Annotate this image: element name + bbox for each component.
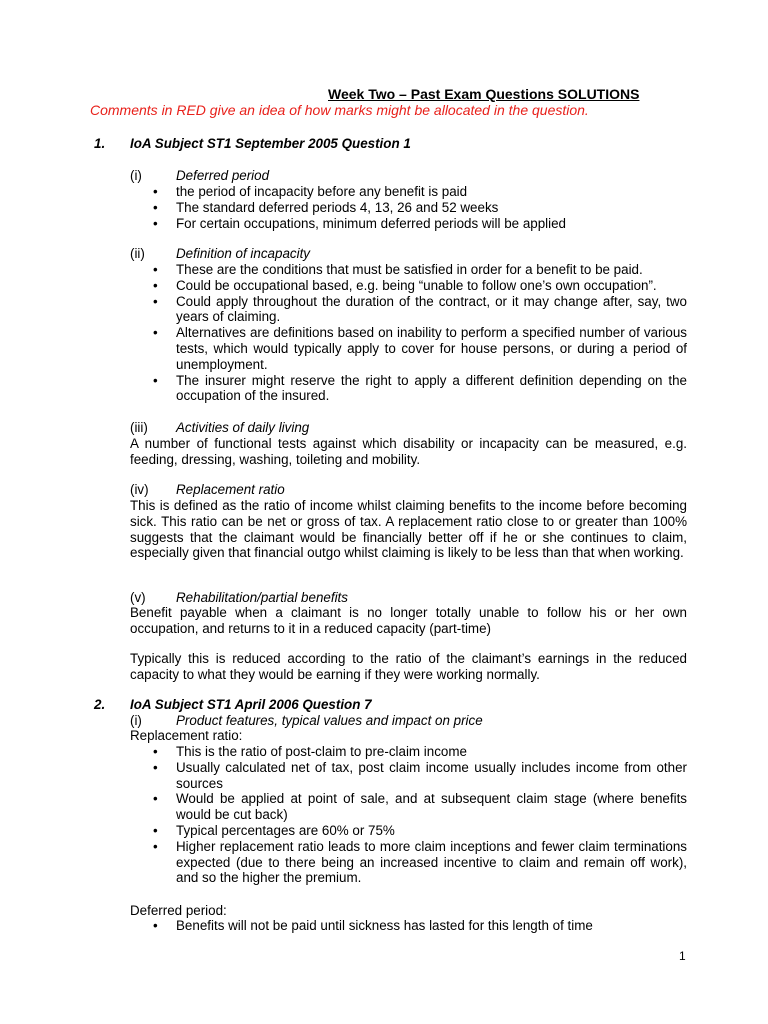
list-item: • Would be applied at point of sale, and at subsequent claim stage (where benefits would be cut back) — [130, 791, 687, 823]
list-item: • The standard deferred periods 4, 13, 26 and 52 weeks — [130, 200, 687, 216]
page-number: 1 — [679, 949, 686, 963]
question-2-number: 2. — [94, 697, 106, 712]
list-item: • the period of incapacity before any benefit is paid — [130, 184, 687, 200]
q1-part-v-number: (v) — [130, 590, 146, 605]
list-item: • Usually calculated net of tax, post claim income usually includes income from other sources — [130, 760, 687, 792]
list-item: • This is the ratio of post-claim to pre-claim income — [130, 744, 687, 760]
q1-part-iii-title: Activities of daily living — [176, 420, 310, 435]
red-comment-note: Comments in RED give an idea of how marks might be allocated in the question. — [90, 102, 589, 118]
question-2-heading — [94, 697, 372, 713]
question-1-title: IoA Subject ST1 September 2005 Question 1 — [130, 136, 411, 151]
q1-part-iv-heading — [130, 482, 285, 498]
q1-part-v-text-2: Typically this is reduced according to the ratio of the claimant’s earnings in the reduced capacity to what they would be earning if they were working normally. — [130, 651, 687, 682]
replacement-ratio-bullets — [130, 744, 687, 886]
q1-part-ii-bullets — [130, 262, 687, 404]
q1-part-iv-number: (iv) — [130, 482, 149, 497]
q2-part-i-heading — [130, 713, 483, 729]
document-title: Week Two – Past Exam Questions SOLUTIONS — [328, 86, 640, 102]
q1-part-i-number: (i) — [130, 168, 142, 183]
list-item: • Typical percentages are 60% or 75% — [130, 823, 687, 839]
q1-part-v-text-1: Benefit payable when a claimant is no longer totally unable to follow his or her own occupation, and returns to it in a reduced capacity (part-time) — [130, 605, 687, 636]
question-1-heading — [94, 136, 411, 152]
q1-part-iii-number: (iii) — [130, 420, 148, 435]
q1-part-iii-heading — [130, 420, 309, 436]
list-item: • Alternatives are definitions based on inability to perform a specified number of various tests, which would typically apply to cover for house persons, or during a period of unemployment. — [130, 325, 687, 372]
list-item: • For certain occupations, minimum deferred periods will be applied — [130, 216, 687, 232]
replacement-ratio-label: Replacement ratio: — [130, 728, 243, 743]
q1-part-i-title: Deferred period — [176, 168, 270, 183]
q2-part-i-number: (i) — [130, 713, 142, 728]
q1-part-i-bullets — [130, 184, 687, 231]
q1-part-v-title: Rehabilitation/partial benefits — [176, 590, 348, 605]
q1-part-iv-title: Replacement ratio — [176, 482, 285, 497]
q1-part-ii-heading — [130, 246, 310, 262]
list-item: • The insurer might reserve the right to apply a different definition depending on the occupation of the insured. — [130, 373, 687, 405]
q2-part-i-title: Product features, typical values and impact on price — [176, 713, 483, 728]
q1-part-iv-text: This is defined as the ratio of income whilst claiming benefits to the income before becoming sick. This ratio can be net or gross of tax. A replacement ratio close to or greater than 100% suggests that the claimant would be financially better off if he or she continues to claim, especially given that financial outgo whilst claiming is likely to be less than that when working. — [130, 498, 687, 561]
question-2-title: IoA Subject ST1 April 2006 Question 7 — [130, 697, 372, 712]
q1-part-v-heading — [130, 590, 348, 606]
q1-part-ii-number: (ii) — [130, 246, 145, 261]
deferred-period-label: Deferred period: — [130, 903, 227, 918]
list-item: • Could apply throughout the duration of the contract, or it may change after, say, two years of claiming. — [130, 294, 687, 326]
list-item: • These are the conditions that must be satisfied in order for a benefit to be paid. — [130, 262, 687, 278]
q1-part-i-heading — [130, 168, 269, 184]
deferred-period-bullets — [130, 918, 687, 934]
q1-part-ii-title: Definition of incapacity — [176, 246, 310, 261]
list-item: • Benefits will not be paid until sickness has lasted for this length of time — [130, 918, 687, 934]
list-item: • Higher replacement ratio leads to more claim inceptions and fewer claim terminations expected (due to there being an increased incentive to claim and remain off work), and so the higher the premium. — [130, 839, 687, 886]
list-item: • Could be occupational based, e.g. being “unable to follow one’s own occupation”. — [130, 278, 687, 294]
q1-part-iii-text: A number of functional tests against which disability or incapacity can be measured, e.g. feeding, dressing, washing, toileting and mobility. — [130, 436, 687, 467]
question-1-number: 1. — [94, 136, 106, 151]
